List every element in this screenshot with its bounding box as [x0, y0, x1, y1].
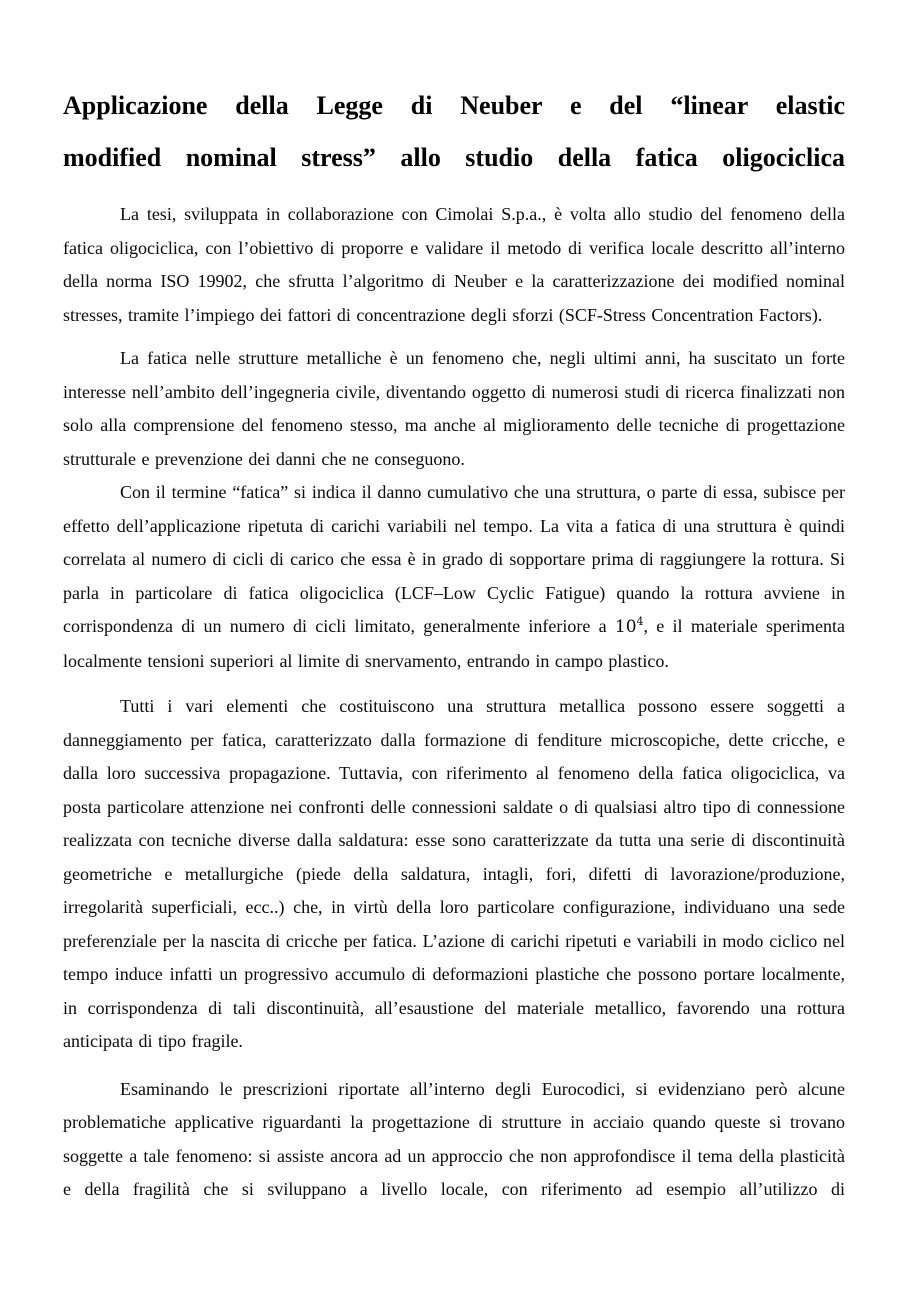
- document-title-line-2: modified nominal stress” allo studio della fatica oligociclica: [63, 143, 845, 172]
- document-title-line-1: Applicazione della Legge di Neuber e del “linear elastic: [63, 91, 845, 120]
- power-of-ten-base: 10: [614, 617, 637, 637]
- paragraph-structural-elements: Tutti i vari elementi che costituiscono una struttura metallica possono essere soggetti a danneggiamento per fatica, caratterizzato dalla formazione di fenditure microscopiche, dette cricche, e dalla loro successiva propagazione. Tuttavia, con riferimento al fenomeno della fatica oligociclica, va posta particolare attenzione nei confronti delle connessioni saldate o di qualsiasi altro tipo di connessione realizzata con tecniche diverse dalla saldatura: esse sono caratterizzate da tutta una serie di discontinuità geometriche e metallurgiche (piede della saldatura, intagli, fori, difetti di lavorazione/produzione, irregolarità superficiali, ecc..) che, in virtù della loro particolare configurazione, individuano una sede preferenziale per la nascita di cricche per fatica. L’azione di carichi ripetuti e variabili in modo ciclico nel tempo induce infatti un progressivo accumulo di deformazioni plastiche che possono portare localmente, in corrispondenza di tali discontinuità, all’esaustione del materiale metallico, favorendo una rottura anticipata di tipo fragile.: [63, 696, 845, 1051]
- paragraph-fatigue-definition: [63, 476, 845, 678]
- paragraph-fatigue-overview: La fatica nelle strutture metalliche è un fenomeno che, negli ultimi anni, ha suscitato un forte interesse nell’ambito dell’ingegneria civile, diventando oggetto di numerosi studi di ricerca finalizzati non solo alla comprensione del fenomeno stesso, ma anche al miglioramento delle tecniche di progettazione strutturale e prevenzione dei danni che ne conseguono.: [63, 348, 845, 469]
- power-of-ten-exponent: 4: [636, 615, 644, 628]
- paragraph-fatigue-definition-text-before: Con il termine “fatica” si indica il danno cumulativo che una struttura, o parte di essa, subisce per effetto dell’applicazione ripetuta di carichi variabili nel tempo. La vita a fatica di una struttura è quindi correlata al numero di cicli di carico che essa è in grado di sopportare prima di raggiungere la rottura. Si parla in particolare di fatica oligociclica (LCF–Low Cyclic Fatigue) quando la rottura avviene in corrispondenza di un numero di cicli limitato, generalmente inferiore a: [63, 482, 845, 636]
- paragraph-fatigue-definition-text-after: , e il materiale sperimenta localmente tensioni superiori al limite di snervamento, entrando in campo plastico.: [63, 616, 845, 671]
- paragraph-eurocodes: Esaminando le prescrizioni riportate all’interno degli Eurocodici, si evidenziano però alcune problematiche applicative riguardanti la progettazione di strutture in acciaio quando queste si trovano soggette a tale fenomeno: si assiste ancora ad un approccio che non approfondisce il tema della plasticità e della fragilità che si sviluppano a livello locale, con riferimento ad esempio all’utilizzo di: [63, 1078, 845, 1199]
- document-title: [63, 80, 845, 184]
- paragraph-thesis-intro: La tesi, sviluppata in collaborazione con Cimolai S.p.a., è volta allo studio del fenomeno della fatica oligociclica, con l’obiettivo di proporre e validare il metodo di verifica locale descritto all’interno della norma ISO 19902, che sfrutta l’algoritmo di Neuber e la caratterizzazione dei modified nominal stresses, tramite l’impiego dei fattori di concentrazione degli sforzi (SCF-Stress Concentration Factors).: [63, 204, 845, 325]
